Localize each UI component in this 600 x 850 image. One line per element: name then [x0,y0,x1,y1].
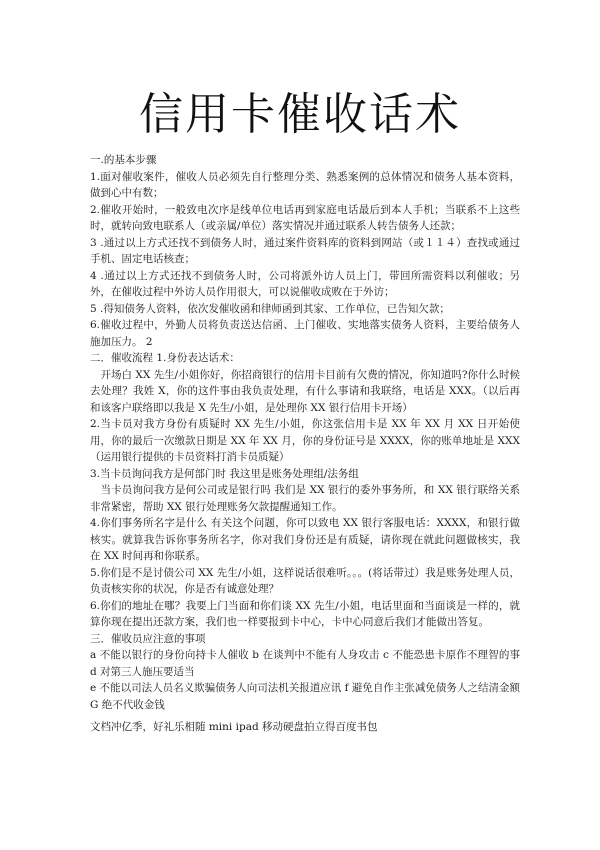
section-heading-notes: 三．催收员应注意的事项 [90,632,206,645]
paragraph-step-1: 1.面对催收案件，催收人员必须先自行整理分类、熟悉案例的总体情况和债务人基本资料，做到心中有数； [90,170,520,199]
section-heading-basic-steps: 一.的基本步骤 [90,154,157,166]
paragraph-address-question: 6.你们的地址在哪？我要上门当面和你们谈 XX 先生/小姐，电话里面和当面谈是一样的，就算你现在提出还款方案，我们也一样要报到卡中心，卡中心同意后我们才能做出答复。 [90,599,520,628]
paragraph-opening-script: 开场白 XX 先生/小姐你好，你招商银行的信用卡目前有欠费的情况，你知道吗?你什么时候去处理？我姓 X，你的这件事由我负责处理，有什么事请和我联络，电话是 XXX。（以后再和该客户联络即以我是 X 先生/小姐，是处理你 XX 银行信用卡开场） [90,368,520,414]
paragraph-step-4: 4 .通过以上方式还找不到债务人时，公司将派外访人员上门，带回所需资料以利催收；另外，在催收过程中外访人员作用很大，可以说催收成败在于外访； [90,269,520,298]
paragraph-notes-e-g: e 不能以司法人员名义欺骗债务人向司法机关报道应讯 f 避免自作主张减免债务人之结清金额 G 绝不代收金钱 [90,682,520,711]
paragraph-step-3: 3 .通过以上方式还找不到债务人时，通过案件资料库的资料到网站（或１１４）查找或通过手机、固定电话核查； [90,236,520,265]
paragraph-step-2: 2.催收开始时，一般致电次序是线单位电话再到家庭电话最后到本人手机；当联系不上这些时，就转向致电联系人（或亲属/单位）落实情况并通过联系人转告债务人还款； [90,203,520,232]
paragraph-debt-collector-question: 5.你们是不是讨债公司 XX 先生/小姐，这样说话很难听。。。(将话带过）我是账务处理人员，负责核实你的状况，你是否有诚意处理？ [90,566,520,595]
section-heading-process: 二．催收流程 1.身份表达话术： [90,352,240,364]
paragraph-identity-question: 2.当卡员对我方身份有质疑时 XX 先生/小姐，你这张信用卡是 XX 年 XX 月 XX 日开始使用，你的最后一次缴款日期是 XX 年 XX 月，你的身份证号是 XXXX，你的账单地址是 XXX（运用银行提供的卡员资料打消卡员质疑） [90,418,520,463]
paragraph-step-6: 6.催收过程中，外勤人员将负责送达信函、上门催收、实地落实债务人资料，主要给债务人施加压力。 2 [90,319,520,348]
paragraph-company-question: 当卡员询问我方是何公司或是银行吗 我们是 XX 银行的委外事务所，和 XX 银行联络关系非常紧密，帮助 XX 银行处理账务欠款提醒通知工作。 [90,484,520,513]
paragraph-step-5: 5 .得知债务人资料，依次发催收函和律师函到其家、工作单位，已告知欠款； [90,302,450,315]
document-body [90,152,520,713]
footer-promo-text: 文档冲亿季，好礼乐相随 mini ipad 移动硬盘拍立得百度书包 [90,721,378,733]
paragraph-firm-name-question: 4.你们事务所名字是什么 有关这个问题，你可以致电 XX 银行客服电话：XXXX，和银行做核实。就算我告诉你事务所名字，你对我们身份还是有质疑，请你现在就此问题做核实，我在 XX 时间再和你联系。 [90,517,520,562]
document-title: 信用卡催收话术 [139,89,461,140]
paragraph-notes-a-d: a 不能以银行的身份向持卡人催收 b 在谈判中不能有人身攻击 c 不能恐患卡原作不理智的事 d 对第三人施压要适当 [90,649,520,678]
paragraph-department-question: 3.当卡员询问我方是何部门时 我这里是账务处理组/法务组 [90,467,359,480]
